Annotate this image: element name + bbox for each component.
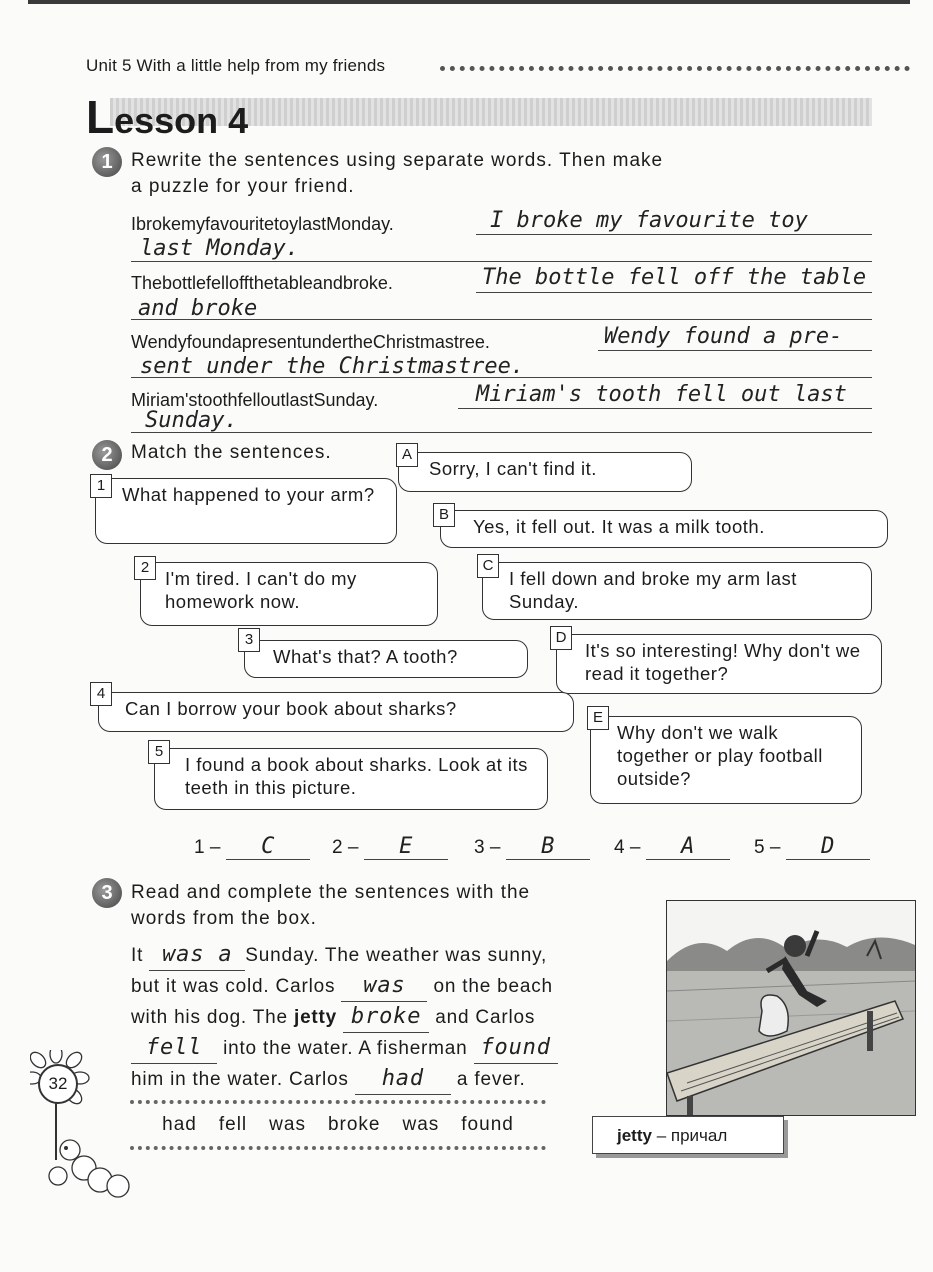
match-answer-1: 1 – C [194, 834, 310, 860]
unit-title: Unit 5 With a little help from my friends [86, 56, 386, 75]
bubble-c-label: C [477, 554, 499, 578]
ex1-prompt-1: IbrokemyfavouritetoylastMonday. [131, 214, 394, 234]
ex1-answer-3a[interactable]: Wendy found a pre- [604, 324, 843, 349]
word-box-word: had [162, 1114, 197, 1135]
ex1-answer-2a[interactable]: The bottle fell off the table [482, 265, 867, 290]
word-box-word: broke [327, 1114, 381, 1135]
bubble-4-label: 4 [90, 682, 112, 706]
blank-6[interactable]: had [355, 1064, 451, 1095]
word-box-word: fell [218, 1114, 248, 1135]
exercise-3-text: It was a Sunday. The weather was sunny, but it was cold. Carlos was on the beach with his dog. The jetty broke and Carlos fell into the water. A fisherman found him in the water. Carlos had a fever. [131, 940, 651, 1095]
top-rule [28, 0, 910, 4]
answer-line [598, 350, 872, 351]
answer-line [131, 261, 872, 262]
ex1-answer-4b[interactable]: Sunday. [145, 408, 238, 433]
bubble-4: Can I borrow your book about sharks? [98, 692, 574, 732]
answer-line [476, 234, 872, 235]
page-number: 32 [38, 1064, 78, 1104]
word-box [130, 1100, 546, 1150]
ex1-answer-3b[interactable]: sent under the Christmastree. [140, 354, 525, 379]
jetty-illustration [666, 900, 916, 1116]
match-answer-5: 5 – D [754, 834, 870, 860]
blank-3[interactable]: broke [343, 1002, 429, 1033]
word-box-word: found [461, 1114, 514, 1135]
bubble-d: It's so interesting! Why don't we read it together? [556, 634, 882, 694]
blank-1[interactable]: was a [149, 940, 245, 971]
match-answer-4: 4 – A [614, 834, 730, 860]
exercise-2-instruction: Match the sentences. [131, 442, 332, 463]
bubble-5: I found a book about sharks. Look at its teeth in this picture. [154, 748, 548, 810]
bubble-e: Why don't we walk together or play football outside? [590, 716, 862, 804]
blank-5[interactable]: found [474, 1033, 558, 1064]
bubble-2-label: 2 [134, 556, 156, 580]
bubble-b: Yes, it fell out. It was a milk tooth. [440, 510, 888, 548]
ex1-answer-1b[interactable]: last Monday. [140, 236, 299, 261]
exercise-1-instruction: Rewrite the sentences using separate words. Then make a puzzle for your friend. [131, 150, 664, 197]
bubble-1: What happened to your arm? [95, 478, 397, 544]
exercise-3-number: 3 [92, 878, 122, 908]
answer-line [131, 377, 872, 378]
header-dotted-rule [440, 52, 910, 71]
bubble-5-label: 5 [148, 740, 170, 764]
bubble-a: Sorry, I can't find it. [398, 452, 692, 492]
word-box-word: was [402, 1114, 440, 1135]
match-answer-3: 3 – B [474, 834, 590, 860]
glossary-note: jetty – причал [592, 1116, 784, 1154]
word-box-word: was [269, 1114, 306, 1135]
ex1-prompt-3: WendyfoundapresentundertheChristmastree. [131, 332, 490, 352]
ex1-prompt-4: Miriam'stoothfelloutlastSunday. [131, 390, 379, 410]
answer-line [131, 319, 872, 320]
match-answer-2: 2 – E [332, 834, 448, 860]
bubble-d-label: D [550, 626, 572, 650]
bubble-b-label: B [433, 503, 455, 527]
blank-2[interactable]: was [341, 971, 427, 1002]
bubble-c: I fell down and broke my arm last Sunday. [482, 562, 872, 620]
ex1-answer-1a[interactable]: I broke my favourite toy [490, 208, 808, 233]
exercise-3-instruction: Read and complete the sentences with the words from the box. [131, 882, 531, 929]
lesson-title: Lesson 4 [86, 91, 249, 143]
ex1-answer-4a[interactable]: Miriam's tooth fell out last [476, 382, 847, 407]
exercise-1-number: 1 [92, 147, 122, 177]
blank-4[interactable]: fell [131, 1033, 217, 1064]
bubble-3: What's that? A tooth? [244, 640, 528, 678]
answer-line [131, 432, 872, 433]
ex1-prompt-2: Thebottlefelloffthetableandbroke. [131, 273, 393, 293]
bubble-e-label: E [587, 706, 609, 730]
bubble-1-label: 1 [90, 474, 112, 498]
bubble-2: I'm tired. I can't do my homework now. [140, 562, 438, 626]
bubble-a-label: A [396, 443, 418, 467]
exercise-2-number: 2 [92, 440, 122, 470]
ex1-answer-2b[interactable]: and broke [138, 296, 258, 321]
answer-line [458, 408, 872, 409]
bubble-3-label: 3 [238, 628, 260, 652]
answer-line [476, 292, 872, 293]
